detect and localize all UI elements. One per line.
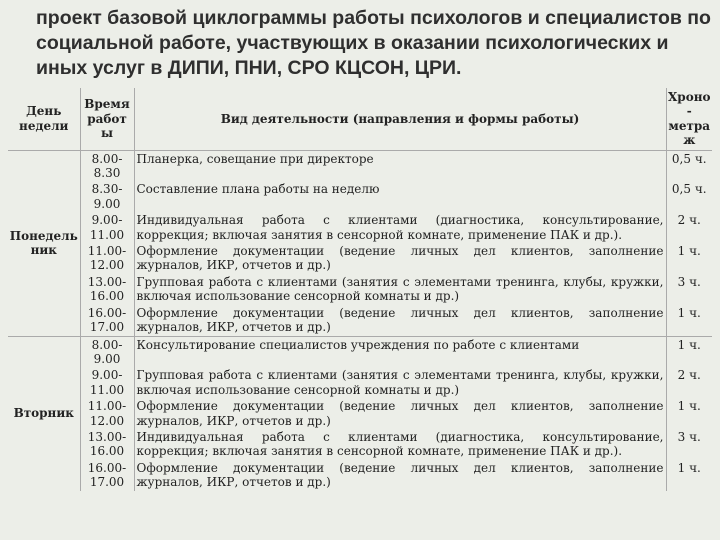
time-cell: 8.00- 9.00 [80, 336, 134, 367]
time-cell: 8.00- 8.30 [91, 151, 123, 181]
table-row [8, 212, 712, 243]
activity-cell: Оформление документации (ведение личных дел клиентов, заполнение журналов, ИКР, отчетов и др.) [134, 460, 666, 491]
time-cell: 8.30- 9.00 [91, 182, 123, 211]
activity-cell: Групповая работа с клиентами (занятия с элементами тренинга, клубы, кружки, включая использование сенсорной комнаты и др.) [134, 367, 666, 398]
header-row [8, 88, 712, 150]
duration-cell: 3 ч. [677, 274, 701, 289]
page-title [36, 6, 711, 81]
activity-cell: Оформление документации (ведение личных дел клиентов, заполнение журналов, ИКР, отчетов и др.) [134, 243, 666, 274]
activity-cell: Планерка, совещание при директоре [134, 150, 666, 181]
time-cell: 9.00- 11.00 [89, 213, 125, 242]
time-cell: 11.00- 12.00 [87, 399, 127, 428]
table-row [8, 150, 712, 181]
schedule-table [8, 88, 712, 491]
time-cell: 13.00- 16.00 [87, 274, 127, 304]
table-row [8, 460, 712, 491]
header-day: День недели [8, 88, 80, 150]
duration-cell: 0,5 ч. [671, 151, 707, 166]
time-cell: 16.00- 17.00 [87, 460, 127, 490]
time-cell: 9.00- 11.00 [89, 368, 125, 397]
title-line: проект базовой циклограммы работы психологов и специалистов по [36, 7, 711, 29]
time-cell: 16.00- 17.00 [87, 305, 127, 335]
duration-cell: 1 ч. [677, 460, 701, 475]
activity-cell: Оформление документации (ведение личных дел клиентов, заполнение журналов, ИКР, отчетов и др.) [134, 305, 666, 336]
title-line: социальной работе, участвующих в оказании психологических и [36, 32, 669, 54]
duration-cell: 1 ч. [677, 305, 701, 320]
table-row [8, 429, 712, 460]
activity-cell: Составление плана работы на неделю [134, 181, 666, 212]
duration-cell: 1 ч. [677, 399, 701, 414]
header-activity: Вид деятельности (направления и формы работы) [134, 88, 666, 150]
time-cell: 11.00- 12.00 [87, 244, 127, 273]
activity-cell: Консультирование специалистов учреждения по работе с клиентами [134, 336, 666, 367]
activity-cell: Индивидуальная работа с клиентами (диагностика, консультирование, коррекция; включая занятия в сенсорной комнате, применение ПАК и др.). [134, 212, 666, 243]
table-row [8, 367, 712, 398]
table-row [8, 243, 712, 274]
table-row [8, 181, 712, 212]
duration-cell: 2 ч. [677, 368, 701, 383]
day-monday: Понедель ник [8, 150, 80, 336]
duration-cell: 1 ч. [666, 336, 712, 367]
duration-cell: 3 ч. [677, 429, 701, 444]
table-row [8, 274, 712, 305]
header-duration: Хроно - метра ж [666, 88, 712, 150]
activity-cell: Индивидуальная работа с клиентами (диагностика, консультирование, коррекция; включая занятия в сенсорной комнате, применение ПАК и др.). [134, 429, 666, 460]
header-time: Время работ ы [80, 88, 134, 150]
day-tuesday: Вторник [8, 336, 80, 491]
activity-cell: Групповая работа с клиентами (занятия с элементами тренинга, клубы, кружки, включая использование сенсорной комнаты и др.) [134, 274, 666, 305]
duration-cell: 1 ч. [677, 244, 701, 259]
duration-cell: 2 ч. [677, 213, 701, 228]
activity-cell: Оформление документации (ведение личных дел клиентов, заполнение журналов, ИКР, отчетов и др.) [134, 398, 666, 429]
title-line: иных услуг в ДИПИ, ПНИ, СРО КЦСОН, ЦРИ. [36, 57, 462, 79]
time-cell: 13.00- 16.00 [87, 429, 127, 459]
table-row [8, 305, 712, 336]
table-row [8, 398, 712, 429]
duration-cell: 0,5 ч. [671, 182, 707, 197]
table-row [8, 336, 712, 367]
